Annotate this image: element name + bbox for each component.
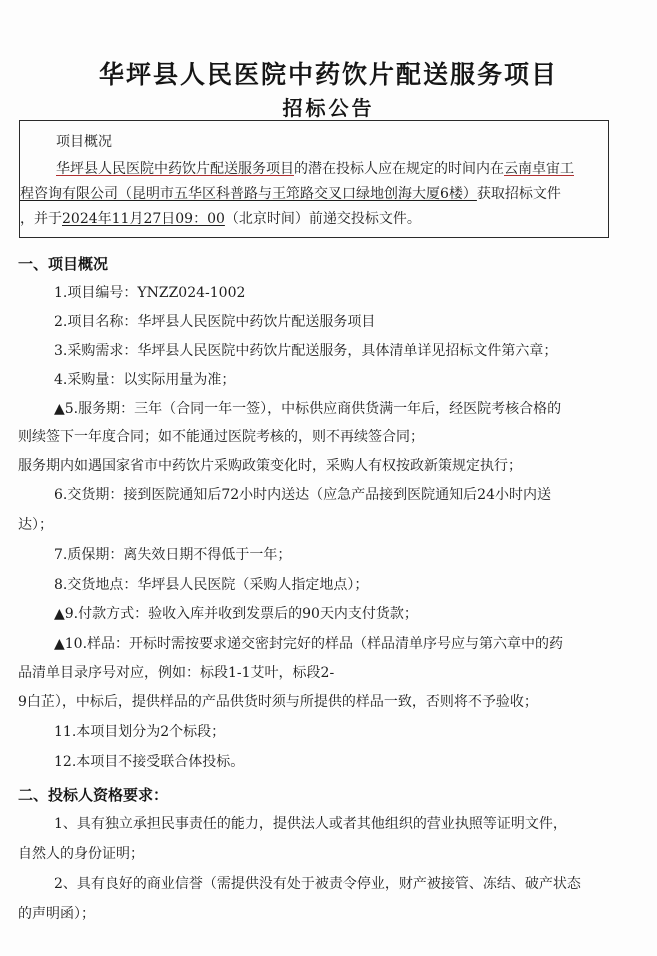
- item-payment-terms: ▲9.付款方式：验收入库并收到发票后的90天内支付货款；: [54, 606, 418, 622]
- document-title: 华坪县人民医院中药饮片配送服务项目: [98, 60, 558, 89]
- item-samples-line-3: 9白芷），中标后，提供样品的产品供货时须与所提供的样品一致，否则将不予验收；: [18, 694, 538, 710]
- agency-name-underlined: 云南卓宙工: [504, 161, 574, 177]
- section-heading-qualifications: 二、投标人资格要求：: [18, 786, 169, 804]
- document-subtitle: 招标公告: [282, 96, 375, 120]
- item-procurement-demand: 3.采购需求：华坪县人民医院中药饮片配送服务，具体清单详见招标文件第六章；: [54, 343, 558, 359]
- item-procurement-quantity: 4.采购量：以实际用量为准；: [54, 372, 236, 388]
- requirement-1-line-2: 自然人的身份证明；: [18, 846, 144, 862]
- requirement-1-line-1: 1、具有独立承担民事责任的能力，提供法人或者其他组织的营业执照等证明文件，: [54, 816, 567, 832]
- item-service-period-line-3: 服务期内如遇国家省市中药饮片采购政策变化时，采购人有权按政新策规定执行；: [18, 458, 522, 474]
- item-project-number: 1.项目编号：YNZZ024-1002: [54, 285, 246, 301]
- deadline-underlined: 2024年11月27日09：00: [62, 211, 225, 227]
- section-heading-overview: 一、项目概况: [18, 255, 109, 273]
- overview-line-2: [20, 182, 604, 207]
- item-service-period-line-2: 则续签下一年度合同；如不能通过医院考核的，则不再续签合同；: [18, 429, 424, 445]
- item-delivery-period-line-2: 达）；: [18, 517, 53, 533]
- item-project-name: 2.项目名称：华坪县人民医院中药饮片配送服务项目: [54, 314, 376, 330]
- item-no-consortium: 12.本项目不接受联合体投标。: [54, 754, 245, 770]
- item-service-period-line-1: ▲5.服务期：三年（合同一年一签），中标供应商供货满一年后，经医院考核合格的: [54, 401, 562, 417]
- item-delivery-period-line-1: 6.交货期：接到医院通知后72小时内送达（应急产品接到医院通知后24小时内送: [54, 487, 551, 503]
- requirement-2-line-2: 的声明函）；: [18, 906, 95, 922]
- project-name-underlined: 华坪县人民医院中药饮片配送服务项目: [56, 161, 294, 177]
- overview-text: （北京时间）前递交投标文件。: [224, 211, 421, 227]
- item-delivery-location: 8.交货地点：华坪县人民医院（采购人指定地点）；: [54, 577, 369, 593]
- overview-line-3: [20, 207, 604, 232]
- overview-paragraph: [20, 157, 610, 232]
- overview-text: ，并于: [20, 211, 62, 227]
- overview-label: 项目概况: [56, 134, 112, 150]
- item-samples-line-1: ▲10.样品：开标时需按要求递交密封完好的样品（样品清单序号应与第六章中的药: [54, 636, 564, 652]
- requirement-2-line-1: 2、具有良好的商业信誉（需提供没有处于被责令停业，财产被接管、冻结、破产状态: [54, 876, 581, 892]
- overview-text: 的潜在投标人应在规定的时间内在: [294, 161, 504, 177]
- agency-address-underlined: 程咨询有限公司（昆明市五华区科普路与王筇路交叉口绿地创海大厦6楼）: [20, 186, 477, 202]
- overview-text: 获取招标文件: [476, 186, 561, 202]
- overview-line-1: [20, 157, 604, 182]
- item-warranty: 7.质保期：离失效日期不得低于一年；: [54, 547, 292, 563]
- item-lots: 11.本项目划分为2个标段；: [54, 724, 226, 740]
- overview-box: [19, 120, 609, 238]
- item-samples-line-2: 品清单目录序号对应，例如：标段1-1艾叶，标段2-: [18, 665, 335, 681]
